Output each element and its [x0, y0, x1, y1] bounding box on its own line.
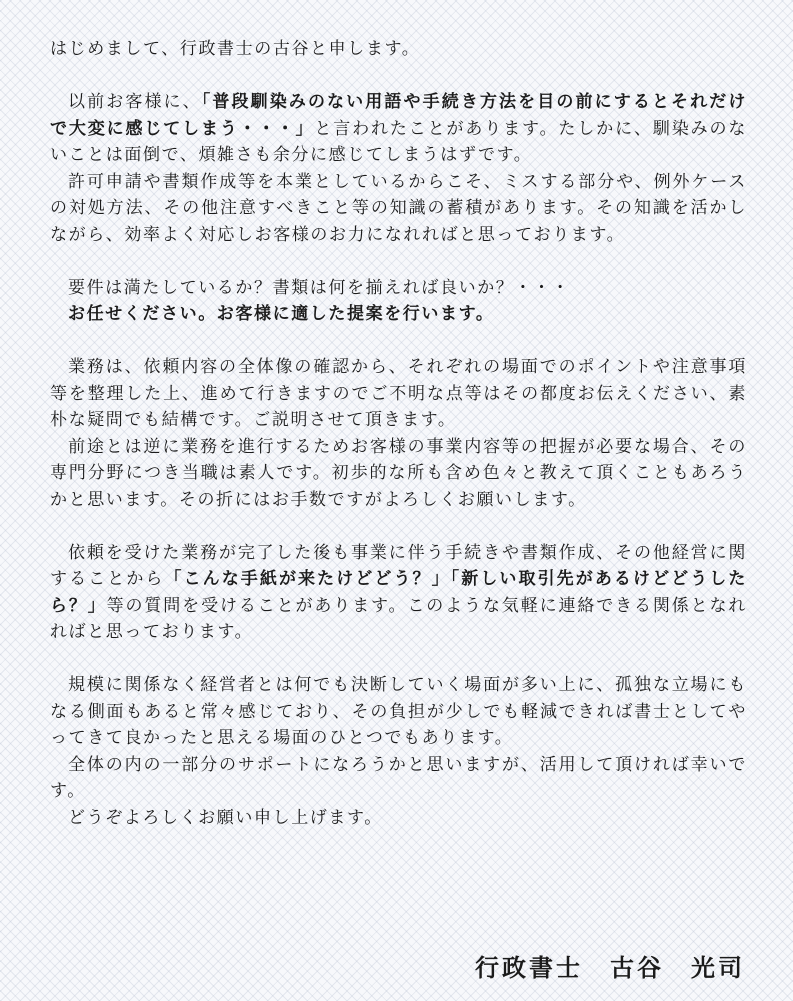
paragraph-lead-text: 以前お客様に、	[68, 92, 202, 112]
paragraph-support: 全体の内の一部分のサポートになろうかと思いますが、活用して頂ければ幸いです。	[50, 754, 747, 801]
paragraph-client-business: 前途とは逆に業務を進行するためお客様の事業内容等の把握が必要な場合、その専門分野につき当職は素人です。初歩的な所も含め色々と教えて頂くこともあろうかと思います。その折にはお手数ですがよろしくお願いします。	[50, 436, 747, 510]
paragraph-rest-text: 等の質問を受けることがあります。このような気軽に連絡できる関係となれればと思っております。	[50, 595, 747, 642]
paragraph-rest-text: と言われたことがあります。たしかに、馴染みのないことは面倒で、煩雑さも余分に感じてしまうはずです。	[50, 118, 747, 165]
paragraph-after-completion	[50, 540, 747, 646]
paragraph-expertise: 許可申請や書類作成等を本業としているからこそ、ミスする部分や、例外ケースの対処方法、その他注意すべきこと等の知識の蓄積があります。その知識を活かしながら、効率よく対応しお客様のお力になれればと思っております。	[50, 171, 747, 245]
paragraph-gap	[50, 646, 747, 673]
paragraph-gap	[50, 328, 747, 355]
requirements-question: 要件は満たしているか？書類は何を揃えれば良いか？・・・	[68, 277, 571, 298]
question-examples-emphasis: 「こんな手紙が来たけどどう？」「新しい取引先があるけどどうしたら？」	[50, 569, 747, 616]
paragraph-management-burden: 規模に関係なく経営者とは何でも決断していく場面が多い上に、孤独な立場にもなる側面もあると常々感じており、その負担が少しでも軽減できれば書士としてやってきて良かったと思える場面のひとつでもあります。	[50, 675, 747, 748]
paragraph-gap	[50, 63, 747, 90]
paragraph-work-process: 業務は、依頼内容の全体像の確認から、それぞれの場面でのポイントや注意事項等を整理した上、進めて行きますのでご不明な点等はその都度お伝えください、素朴な疑問でも結構です。ご説明させて頂きます。	[50, 357, 747, 430]
customer-quote-emphasis: 「普段馴染みのない用語や手続き方法を目の前にするとそれだけで大変に感じてしまう・・・」	[50, 92, 747, 139]
paragraph-lead-text: 依頼を受けた業務が完了した後も事業に伴う手続きや書類作成、その他経営に関することから	[50, 542, 747, 589]
paragraph-gap	[50, 248, 747, 275]
proposal-statement: お任せください。お客様に適した提案を行います。	[68, 304, 495, 324]
signature: 行政書士 古谷 光司	[475, 953, 745, 982]
paragraph-previous-customer	[50, 89, 747, 169]
greeting-line: はじめまして、行政書士の古谷と申します。	[50, 39, 421, 59]
paragraph-gap	[50, 513, 747, 540]
closing-line: どうぞよろしくお願い申し上げます。	[68, 807, 383, 828]
